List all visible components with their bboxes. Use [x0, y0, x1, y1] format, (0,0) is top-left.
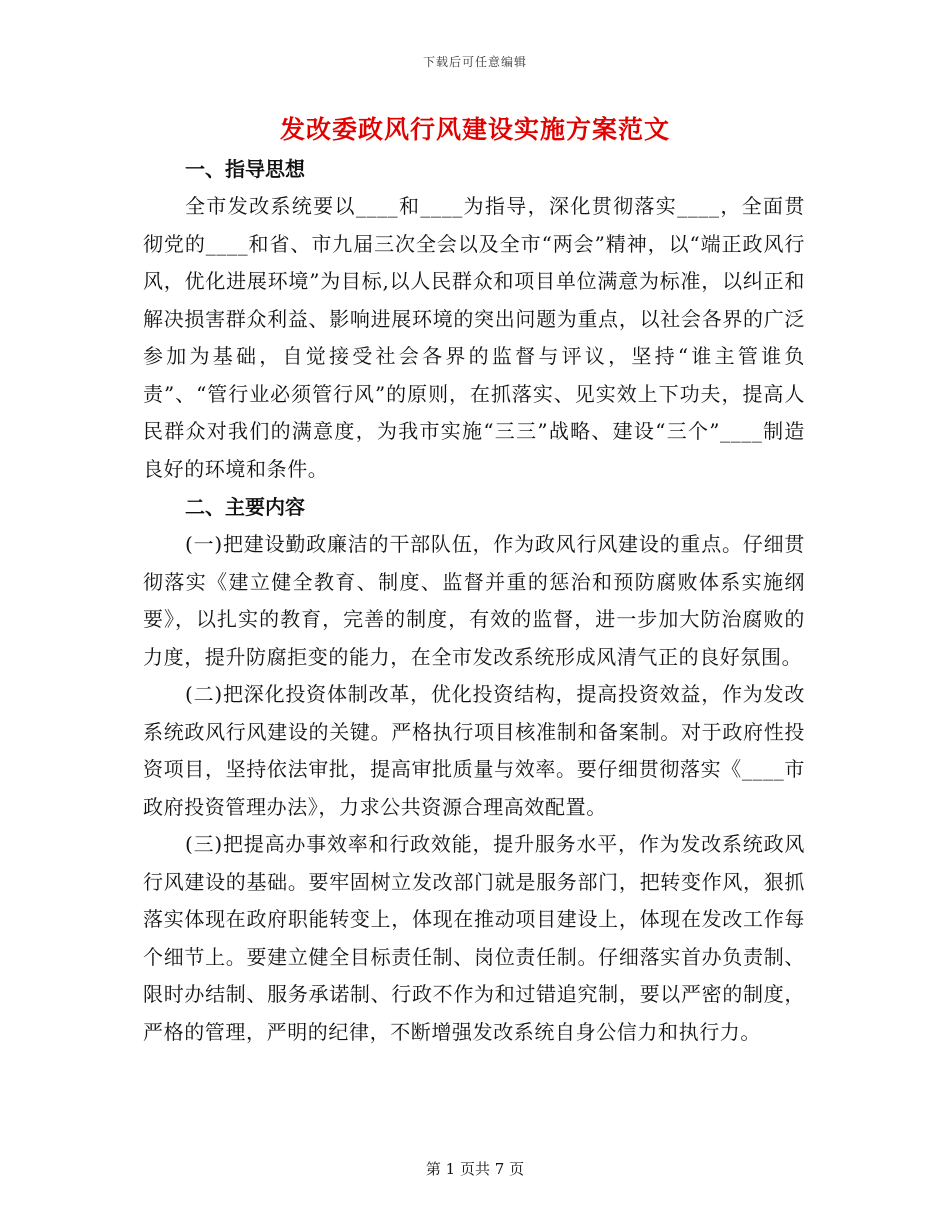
section-heading: 二、主要内容 — [185, 495, 305, 519]
header-note: 下载后可任意编辑 — [422, 55, 527, 69]
paragraph: (二)把深化投资体制改革，优化投资结构，提高投资效益，作为发改系统政风行风建设的关键。严格执行项目核准制和备案制。对于政府性投资项目，坚持依法审批，提高审批质量与效率。要仔细贯彻落实《____市政府投资管理办法》，力求公共资源合理高效配置。 — [143, 682, 805, 819]
document-title: 发改委政风行风建设实施方案范文 — [279, 115, 670, 144]
document-body — [143, 150, 805, 1051]
section-guiding-thought — [143, 150, 805, 488]
paragraph: (一)把建设勤政廉洁的干部队伍，作为政风行风建设的重点。仔细贯彻落实《建立健全教育、制度、监督并重的惩治和预防腐败体系实施纲要》，以扎实的教育，完善的制度，有效的监督，进一步加大防治腐败的力度，提升防腐拒变的能力，在全市发改系统形成风清气正的良好氛围。 — [143, 532, 805, 669]
paragraph: (三)把提高办事效率和行政效能，提升服务水平，作为发改系统政风行风建设的基础。要牢固树立发改部门就是服务部门，把转变作风，狠抓落实体现在政府职能转变上，体现在推动项目建设上，体现在发改工作每个细节上。要建立健全目标责任制、岗位责任制。仔细落实首办负责制、限时办结制、服务承诺制、行政不作为和过错追究制，要以严密的制度，严格的管理，严明的纪律，不断增强发改系统自身公信力和执行力。 — [143, 832, 805, 1044]
paragraph: 全市发改系统要以____和____为指导，深化贯彻落实____，全面贯彻党的____和省、市九届三次全会以及全市“两会”精神，以“端正政风行风，优化进展环境”为目标,以人民群众和项目单位满意为标准，以纠正和解决损害群众利益、影响进展环境的突出问题为重点，以社会各界的广泛参加为基础，自觉接受社会各界的监督与评议，坚持“谁主管谁负责”、“管行业必须管行风”的原则，在抓落实、见实效上下功夫，提高人民群众对我们的满意度，为我市实施“三三”战略、建设“三个”____制造良好的环境和条件。 — [143, 194, 805, 481]
section-heading: 一、指导思想 — [185, 157, 305, 181]
page-footer: 第 1 页共 7 页 — [425, 1160, 525, 1178]
section-main-content — [143, 488, 805, 1051]
